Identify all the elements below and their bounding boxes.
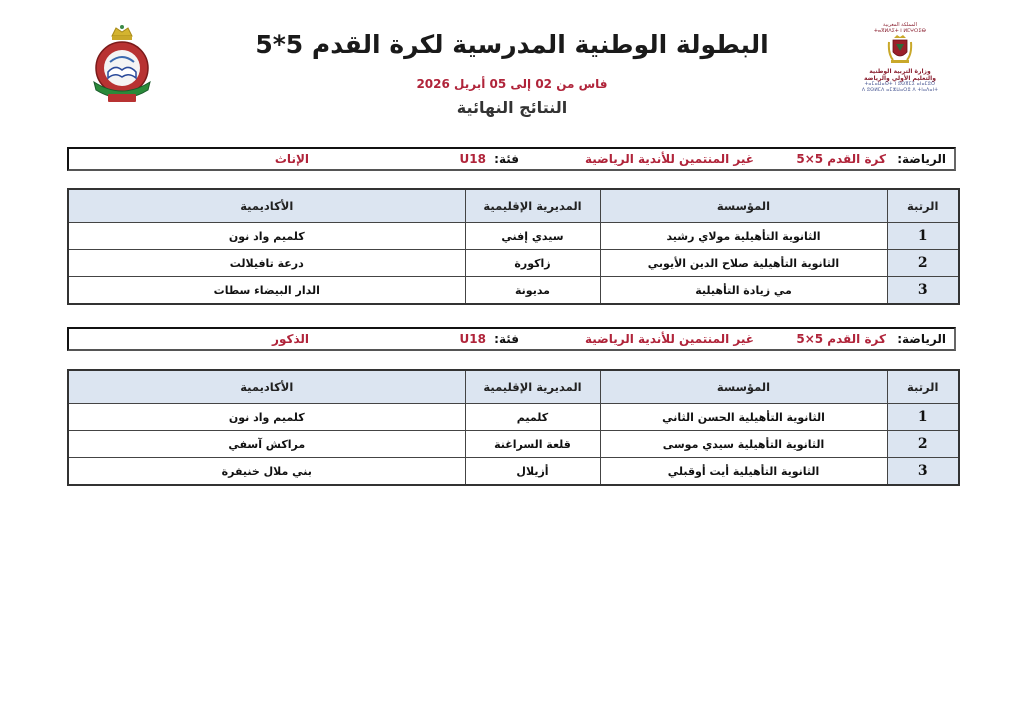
- directorate-cell: مديونة: [465, 277, 600, 305]
- sport-value: كرة القدم 5×5: [796, 152, 886, 166]
- academy-cell: درعة تافيلالت: [68, 250, 465, 277]
- rank-cell: 1: [887, 223, 959, 250]
- academy-cell: كلميم واد نون: [68, 404, 465, 431]
- participant-type: غير المنتمين للأندية الرياضية: [584, 332, 754, 346]
- table-row: [68, 431, 959, 458]
- directorate-cell: قلعة السراغنة: [465, 431, 600, 458]
- column-header-academy: الأكاديمية: [68, 370, 465, 404]
- directorate-cell: زاكورة: [465, 250, 600, 277]
- ministry-name-line1: وزارة التربية الوطنية: [869, 68, 931, 75]
- table-header-row: [68, 370, 959, 404]
- category-label: فئة:: [494, 332, 519, 346]
- ministry-name-tifinagh-2: ⴷ ⵓⵙⵍⵎⴷ ⴰⵎⵣⵡⴰⵔⵓ ⴷ ⵜⵏⴰⴷⴰⵏⵜ: [861, 88, 939, 93]
- institution-cell: مي زيادة التأهيلية: [600, 277, 887, 305]
- page-title: البطولة الوطنية المدرسية لكرة القدم 5*5: [255, 30, 769, 59]
- rank-cell: 3: [887, 458, 959, 486]
- institution-cell: الثانوية التأهيلية صلاح الدين الأيوبي: [600, 250, 887, 277]
- table-header-row: [68, 189, 959, 223]
- column-header-rank: الرتبة: [887, 370, 959, 404]
- institution-cell: الثانوية التأهيلية مولاي رشيد: [600, 223, 887, 250]
- section-info-bar-boys: [67, 327, 956, 351]
- participant-type: غير المنتمين للأندية الرياضية: [584, 152, 754, 166]
- sport-label: الرياضة:: [897, 152, 946, 166]
- section-info-bar-girls: [67, 147, 956, 171]
- column-header-institution: المؤسسة: [600, 370, 887, 404]
- table-row: [68, 250, 959, 277]
- rank-cell: 3: [887, 277, 959, 305]
- academy-cell: الدار البيضاء سطات: [68, 277, 465, 305]
- institution-cell: الثانوية التأهيلية الحسن الثاني: [600, 404, 887, 431]
- table-row: [68, 404, 959, 431]
- directorate-cell: أزيلال: [465, 458, 600, 486]
- rank-cell: 2: [887, 431, 959, 458]
- gender-value: الإناث: [274, 152, 309, 166]
- academy-cell: كلميم واد نون: [68, 223, 465, 250]
- category-value: U18: [459, 332, 486, 346]
- kingdom-label-tifinagh: ⵜⴰⴳⵍⴷⵉⵜ ⵏ ⵍⵎⵖⵔⵉⴱ: [874, 28, 926, 34]
- kingdom-label: المملكة المغربية: [883, 22, 917, 28]
- ministry-name-line2: والتعليم الأولي والرياضة: [864, 75, 936, 82]
- academy-cell: مراكش آسفي: [68, 431, 465, 458]
- rank-cell: 1: [887, 404, 959, 431]
- ministry-name-tifinagh-1: ⵜⴰⵎⴰⵡⴰⵙⵜ ⵏ ⵓⵙⴳⵎⵉ ⴰⵏⴰⵎⵓⵔ: [864, 82, 936, 87]
- rank-cell: 2: [887, 250, 959, 277]
- table-row: [68, 223, 959, 250]
- directorate-cell: كلميم: [465, 404, 600, 431]
- results-heading: النتائج النهائية: [456, 98, 568, 117]
- institution-cell: الثانوية التأهيلية سيدي موسى: [600, 431, 887, 458]
- institution-cell: الثانوية التأهيلية أيت أوقبلي: [600, 458, 887, 486]
- event-date-location: فاس من 02 إلى 05 أبريل 2026: [416, 77, 608, 91]
- results-table-boys: [67, 369, 960, 486]
- gender-value: الذكور: [272, 332, 309, 346]
- category-value: U18: [459, 152, 486, 166]
- column-header-directorate: المديرية الإقليمية: [465, 370, 600, 404]
- column-header-institution: المؤسسة: [600, 189, 887, 223]
- column-header-directorate: المديرية الإقليمية: [465, 189, 600, 223]
- academy-cell: بني ملال خنيفرة: [68, 458, 465, 486]
- column-header-academy: الأكاديمية: [68, 189, 465, 223]
- column-header-rank: الرتبة: [887, 189, 959, 223]
- sport-value: كرة القدم 5×5: [796, 332, 886, 346]
- directorate-cell: سيدي إفني: [465, 223, 600, 250]
- table-row: [68, 277, 959, 305]
- sport-label: الرياضة:: [897, 332, 946, 346]
- results-table-girls: [67, 188, 960, 305]
- category-label: فئة:: [494, 152, 519, 166]
- table-row: [68, 458, 959, 486]
